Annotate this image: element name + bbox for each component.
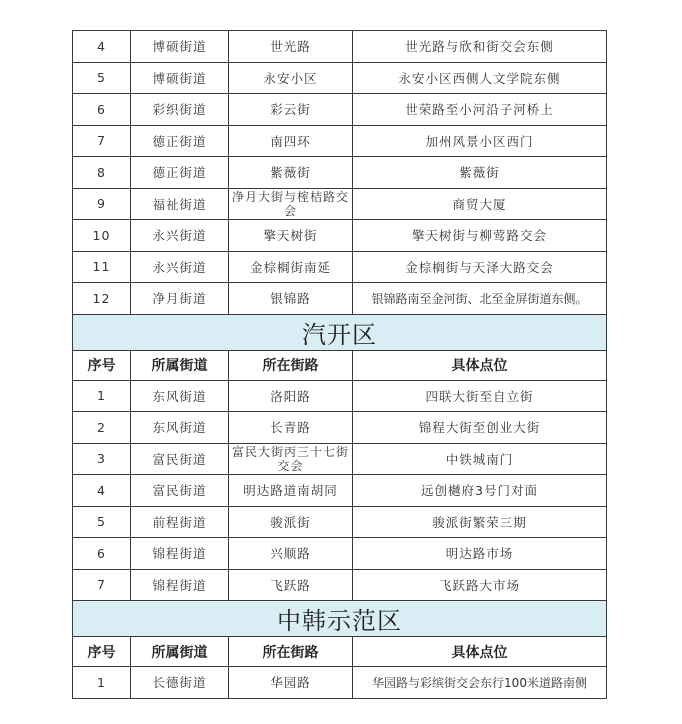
cell-street: 德正街道	[131, 125, 229, 157]
cell-street: 博硕街道	[131, 62, 229, 94]
document-page	[72, 30, 606, 699]
header-road: 所在街路	[229, 637, 353, 667]
cell-no: 7	[73, 569, 131, 601]
cell-spot: 世光路与欣和街交会东侧	[353, 31, 607, 63]
header-spot: 具体点位	[353, 350, 607, 380]
cell-road: 永安小区	[229, 62, 353, 94]
cell-spot: 四联大街至自立街	[353, 380, 607, 412]
header-street: 所属街道	[131, 637, 229, 667]
cell-no: 12	[73, 283, 131, 315]
section-band	[73, 314, 607, 350]
cell-no: 9	[73, 188, 131, 220]
section-title: 汽开区	[73, 314, 607, 350]
cell-no: 11	[73, 251, 131, 283]
cell-road: 飞跃路	[229, 569, 353, 601]
cell-spot: 世荣路至小河沿子河桥上	[353, 94, 607, 126]
table-row	[73, 157, 607, 189]
cell-no: 7	[73, 125, 131, 157]
cell-spot: 紫薇街	[353, 157, 607, 189]
cell-street: 彩织街道	[131, 94, 229, 126]
header-no: 序号	[73, 350, 131, 380]
cell-road: 富民大街丙三十七街交会	[229, 443, 353, 475]
cell-street: 东风街道	[131, 380, 229, 412]
table-row	[73, 412, 607, 444]
cell-road: 长青路	[229, 412, 353, 444]
cell-spot: 锦程大街至创业大街	[353, 412, 607, 444]
cell-spot: 永安小区西侧人文学院东侧	[353, 62, 607, 94]
cell-no: 3	[73, 443, 131, 475]
cell-no: 5	[73, 506, 131, 538]
cell-spot: 擎天树街与柳莺路交会	[353, 220, 607, 252]
cell-street: 东风街道	[131, 412, 229, 444]
cell-spot: 商贸大厦	[353, 188, 607, 220]
table-row	[73, 475, 607, 507]
cell-street: 永兴街道	[131, 220, 229, 252]
cell-street: 博硕街道	[131, 31, 229, 63]
cell-street: 净月街道	[131, 283, 229, 315]
table-row	[73, 251, 607, 283]
cell-road: 净月大街与榁桔路交会	[229, 188, 353, 220]
cell-road: 明达路道南胡同	[229, 475, 353, 507]
cell-road: 紫薇街	[229, 157, 353, 189]
table-row	[73, 62, 607, 94]
cell-no: 4	[73, 475, 131, 507]
cell-street: 富民街道	[131, 443, 229, 475]
cell-spot: 银锦路南至金河街、北至金屏街道东侧。	[353, 283, 607, 315]
cell-street: 长德街道	[131, 667, 229, 699]
cell-no: 8	[73, 157, 131, 189]
cell-no: 6	[73, 94, 131, 126]
cell-road: 南四环	[229, 125, 353, 157]
cell-spot: 华园路与彩缤街交会东行100米道路南侧	[353, 667, 607, 699]
cell-road: 世光路	[229, 31, 353, 63]
cell-spot: 飞跃路大市场	[353, 569, 607, 601]
cell-road: 彩云街	[229, 94, 353, 126]
cell-road: 骏派街	[229, 506, 353, 538]
table-row	[73, 538, 607, 570]
cell-no: 1	[73, 667, 131, 699]
table-row	[73, 125, 607, 157]
table-row	[73, 667, 607, 699]
cell-street: 永兴街道	[131, 251, 229, 283]
cell-no: 2	[73, 412, 131, 444]
cell-road: 擎天树街	[229, 220, 353, 252]
table-row	[73, 31, 607, 63]
cell-spot: 中铁城南门	[353, 443, 607, 475]
cell-no: 4	[73, 31, 131, 63]
table-row	[73, 380, 607, 412]
cell-road: 兴顺路	[229, 538, 353, 570]
cell-road: 银锦路	[229, 283, 353, 315]
header-row	[73, 637, 607, 667]
section-band	[73, 601, 607, 637]
cell-street: 福祉街道	[131, 188, 229, 220]
cell-street: 德正街道	[131, 157, 229, 189]
table-row	[73, 94, 607, 126]
cell-road: 洛阳路	[229, 380, 353, 412]
location-table	[72, 30, 607, 699]
cell-street: 锦程街道	[131, 538, 229, 570]
cell-spot: 明达路市场	[353, 538, 607, 570]
cell-spot: 远创樾府3号门对面	[353, 475, 607, 507]
table-row	[73, 506, 607, 538]
cell-no: 10	[73, 220, 131, 252]
table-row	[73, 569, 607, 601]
header-road: 所在街路	[229, 350, 353, 380]
cell-road: 金棕榈街南延	[229, 251, 353, 283]
table-row	[73, 220, 607, 252]
cell-street: 富民街道	[131, 475, 229, 507]
header-street: 所属街道	[131, 350, 229, 380]
header-no: 序号	[73, 637, 131, 667]
cell-no: 1	[73, 380, 131, 412]
cell-street: 前程街道	[131, 506, 229, 538]
header-spot: 具体点位	[353, 637, 607, 667]
cell-no: 5	[73, 62, 131, 94]
section-title: 中韩示范区	[73, 601, 607, 637]
cell-no: 6	[73, 538, 131, 570]
cell-road: 华园路	[229, 667, 353, 699]
table-row	[73, 188, 607, 220]
table-row	[73, 443, 607, 475]
cell-spot: 金棕榈街与天泽大路交会	[353, 251, 607, 283]
cell-street: 锦程街道	[131, 569, 229, 601]
header-row	[73, 350, 607, 380]
table-row	[73, 283, 607, 315]
cell-spot: 骏派街繁荣三期	[353, 506, 607, 538]
cell-spot: 加州风景小区西门	[353, 125, 607, 157]
